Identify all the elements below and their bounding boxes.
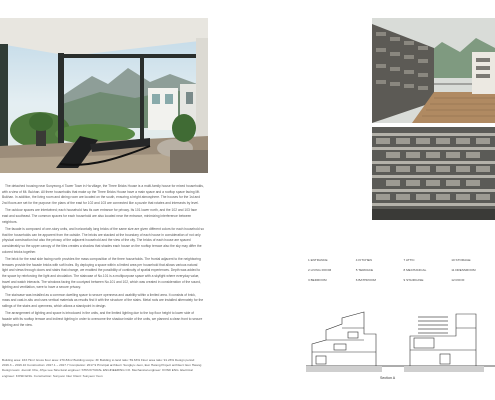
legend-item: 11 DRESSROOM: [451, 268, 476, 272]
rooftop-terrace-graphic: [372, 18, 495, 123]
body-paragraph: The detached housing near Sunyeong-ri Tower Town in Ha village, the Three Bricks House is a multi-family house for mixed households, with a view of Mt. Bukhan. All three households that make up the Three Bricks House have a main space and a rooftop space facing Mt. Bukhan. In addition, the living room and dining room are located on the south, ensuring a bright atmosphere. The houses for the 1st and 2nd floors are set for the purpose: the plans of the east for 102 and 103 are connected like a puzzle that rotates and intersects by level.: [2, 184, 204, 205]
body-paragraph: The staircase was installed as a common dwelling space to secure openness and usability within a limited area. It consists of brick, mass and cast-in-situ and uses vertical materials as results find it with the structure of the stairs. Metal rods are installed alternately for the railings of the stairs and openness, which allows a standpoint in design.: [2, 292, 204, 308]
interior-photo-graphic: [0, 18, 208, 173]
section-caption: Section A: [380, 376, 396, 380]
legend-item: 9 STAIRCASE: [403, 278, 424, 282]
legend-item: 7 ATTIC: [403, 258, 415, 262]
section-drawings: [306, 294, 495, 380]
legend-item: 6 BATHROOM: [355, 278, 376, 282]
legend-item: 2 LIVING ROOM: [308, 268, 332, 272]
legend-item: 4 KITCHEN: [355, 258, 372, 262]
article-body: [2, 184, 204, 330]
rooftop-terrace-photo: [372, 18, 495, 123]
legend-item: 12 ROOF: [451, 278, 465, 282]
drawing-legend: [308, 258, 495, 288]
body-paragraph: The facade is composed of one-story units, and horizontally long bricks of the same size are given different colors for each household so that the households can be apparent from the outside. The bricks are stacked at the boundary of each house in consideration of not only physical construction but also the privacy of the adjacent household and the view of the city. The bricks of each house are spaced considerably so the upper canopy of the tiles creates a shadow that shades each house on the rooftop terrace also the sky may differ the colored bricks together.: [2, 227, 204, 254]
project-credits: Building area: 163.79m² Gross floor area: 270.83m² Building scope: 3F Building to land ratio: 59.63% Floor area ratio: 91.23% Design period: 2016.3 ~ 2016.10 Construction: 2017.1 ~ 2017.7 Completion: 2017.9 Principal architect: Sungkyu Jeon, Eun Hwang Project architect: Eun Hwang Design team: Joonoh Cha, Jihye Lee Structural engineer: STRUCTURAL ENGINEERING CO. Mechanical engineer: KOSD ENG. Electrical engineer: KOSD ENG. Construction: Sunyoon Inter Client: Sunyeon Yeon: [2, 358, 202, 378]
interior-photo: [0, 18, 208, 173]
legend-item: 3 BEDROOM: [308, 278, 327, 282]
brick-facade-photo: [372, 127, 495, 220]
building-section-drawing: [306, 294, 495, 380]
legend-item: 1 ENTRANCE: [308, 258, 328, 262]
body-paragraph: The outdoor spaces are intertwined; each household has its own entrance for privacy. Its 101 lower north, and the 102 and 103 face east and southeast. The common spaces for each household are also located near the entrance, minimizing interference between neighbors.: [2, 208, 198, 224]
body-paragraph: The brick for the east side facing north provides the mass composition of the three households. The frontal adjacent to the neighboring terraces provide the facade bricks with soft holes. By deploying a space within a limited area per household that allows various natural light and views through doors and stairs that change, we enabled the possibility of continuity of spatial experiences. Depth was added to the space by reinforcing the light and circulation. The staircase of No.101 is a multipurpose space with a skylight where everyday value, travel and watch interacts. The windows facing the courtyard between No.101 and 102, which was created in consideration of the sound, lighting and ventilation, were to have a secure privacy.: [2, 257, 201, 290]
brick-facade-graphic: [372, 127, 495, 220]
body-paragraph: The arrangement of lighting and space is introduced in the units, and the limited lighting due to the top floor height to lower side of facade with its rooftop terrace and indirect lighting in order to overcome the shadow inside of the units, we planned a clean front to secure lighting and the view.: [2, 311, 203, 327]
legend-item: 10 STORAGE: [451, 258, 471, 262]
legend-item: 8 MECHANICAL: [403, 268, 427, 272]
legend-item: 5 TERRACE: [355, 268, 374, 272]
